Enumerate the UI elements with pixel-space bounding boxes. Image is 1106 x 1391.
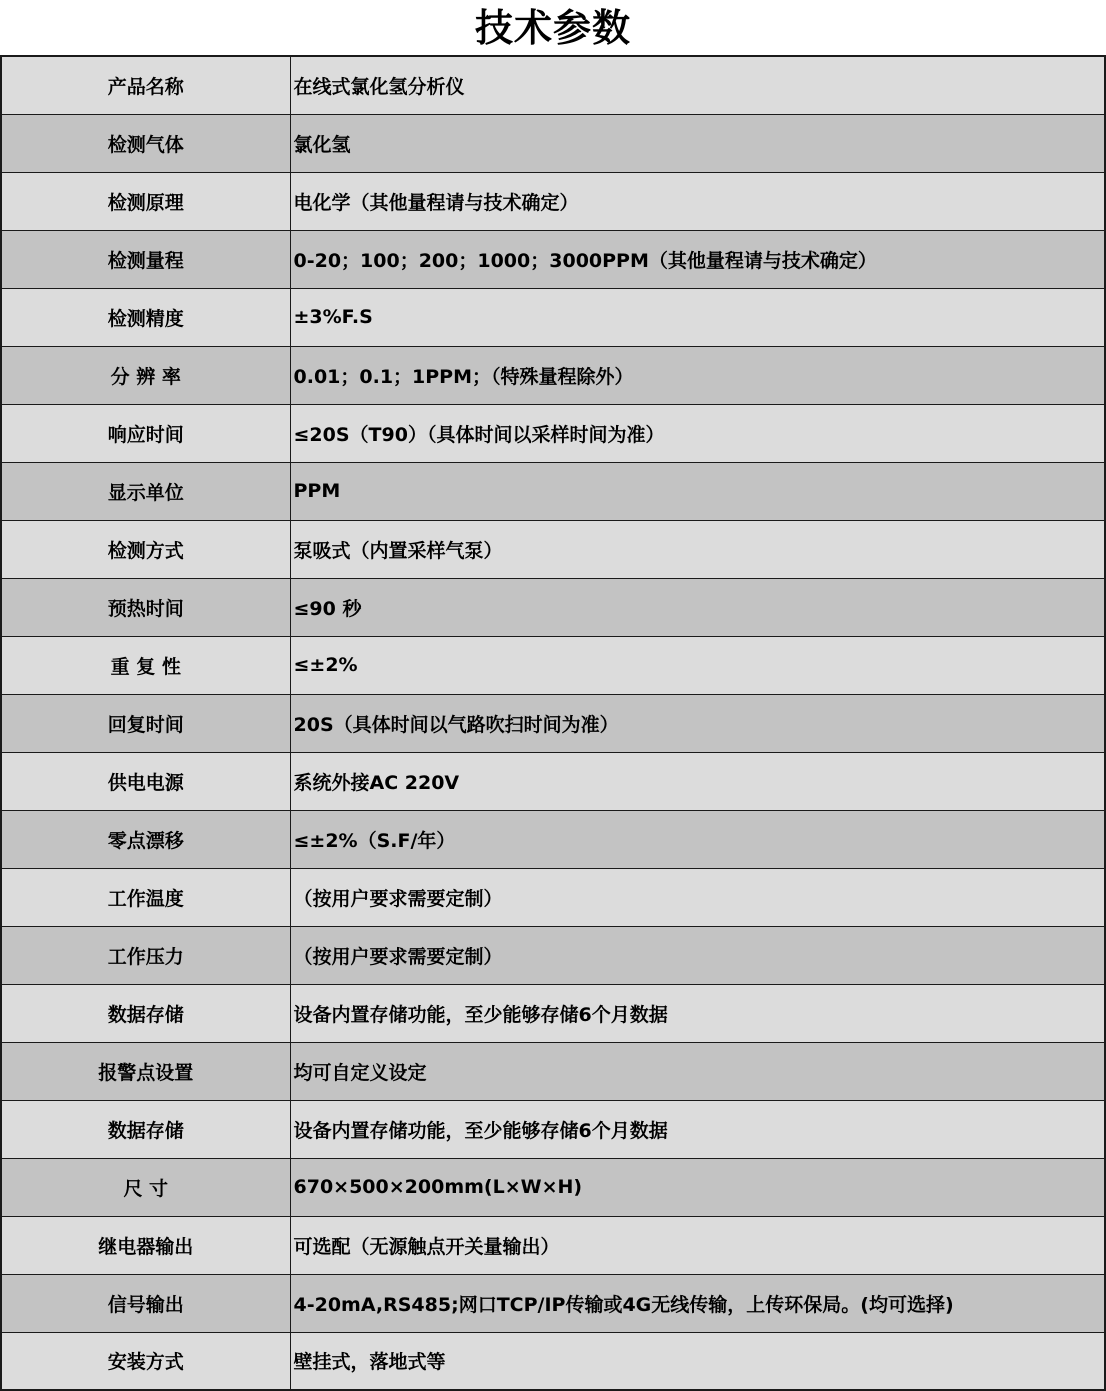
param-value: ≤±2% [290, 636, 1105, 694]
table-row [1, 462, 1105, 520]
table-row [1, 578, 1105, 636]
param-label: 继电器输出 [1, 1216, 290, 1274]
param-label: 数据存储 [1, 1100, 290, 1158]
table-row [1, 1332, 1105, 1390]
table-row [1, 926, 1105, 984]
param-value: 壁挂式，落地式等 [290, 1332, 1105, 1390]
param-value: ≤20S（T90）（具体时间以采样时间为准） [290, 404, 1105, 462]
table-row [1, 752, 1105, 810]
param-label: 回复时间 [1, 694, 290, 752]
param-label: 检测量程 [1, 230, 290, 288]
table-row [1, 984, 1105, 1042]
param-label: 检测原理 [1, 172, 290, 230]
param-label: 响应时间 [1, 404, 290, 462]
param-label: 检测方式 [1, 520, 290, 578]
table-row [1, 1216, 1105, 1274]
table-row [1, 1158, 1105, 1216]
param-label: 工作压力 [1, 926, 290, 984]
table-row [1, 288, 1105, 346]
table-row [1, 810, 1105, 868]
param-label: 安装方式 [1, 1332, 290, 1390]
param-value: （按用户要求需要定制） [290, 926, 1105, 984]
table-row [1, 346, 1105, 404]
table-row [1, 56, 1105, 114]
param-value: （按用户要求需要定制） [290, 868, 1105, 926]
param-label: 报警点设置 [1, 1042, 290, 1100]
param-label: 预热时间 [1, 578, 290, 636]
spec-table [0, 55, 1106, 1391]
table-row [1, 114, 1105, 172]
table-row [1, 1042, 1105, 1100]
param-value: 4-20mA,RS485;网口TCP/IP传输或4G无线传输，上传环保局。(均可选择) [290, 1274, 1105, 1332]
param-value: 系统外接AC 220V [290, 752, 1105, 810]
param-label: 重 复 性 [1, 636, 290, 694]
param-value: 电化学（其他量程请与技术确定） [290, 172, 1105, 230]
table-row [1, 230, 1105, 288]
table-row [1, 1274, 1105, 1332]
param-value: 设备内置存储功能，至少能够存储6个月数据 [290, 1100, 1105, 1158]
param-label: 尺 寸 [1, 1158, 290, 1216]
param-label: 显示单位 [1, 462, 290, 520]
param-label: 检测精度 [1, 288, 290, 346]
param-label: 数据存储 [1, 984, 290, 1042]
param-value: ≤±2%（S.F/年） [290, 810, 1105, 868]
param-value: ±3%F.S [290, 288, 1105, 346]
param-value: 泵吸式（内置采样气泵） [290, 520, 1105, 578]
table-row [1, 520, 1105, 578]
param-label: 信号输出 [1, 1274, 290, 1332]
param-value: 可选配（无源触点开关量输出） [290, 1216, 1105, 1274]
table-row [1, 636, 1105, 694]
param-label: 产品名称 [1, 56, 290, 114]
param-value: 0-20；100；200；1000；3000PPM（其他量程请与技术确定） [290, 230, 1105, 288]
table-row [1, 404, 1105, 462]
param-label: 检测气体 [1, 114, 290, 172]
param-label: 供电电源 [1, 752, 290, 810]
param-value: 在线式氯化氢分析仪 [290, 56, 1105, 114]
table-row [1, 172, 1105, 230]
table-row [1, 868, 1105, 926]
page-title: 技术参数 [474, 6, 631, 50]
spec-table-body [1, 56, 1105, 1390]
param-label: 零点漂移 [1, 810, 290, 868]
param-value: 0.01；0.1；1PPM；（特殊量程除外） [290, 346, 1105, 404]
param-value: 20S（具体时间以气路吹扫时间为准） [290, 694, 1105, 752]
param-value: 均可自定义设定 [290, 1042, 1105, 1100]
param-label: 工作温度 [1, 868, 290, 926]
table-row [1, 694, 1105, 752]
param-label: 分 辨 率 [1, 346, 290, 404]
param-value: 设备内置存储功能，至少能够存储6个月数据 [290, 984, 1105, 1042]
param-value: PPM [290, 462, 1105, 520]
param-value: ≤90 秒 [290, 578, 1105, 636]
table-row [1, 1100, 1105, 1158]
param-value: 670×500×200mm(L×W×H) [290, 1158, 1105, 1216]
param-value: 氯化氢 [290, 114, 1105, 172]
